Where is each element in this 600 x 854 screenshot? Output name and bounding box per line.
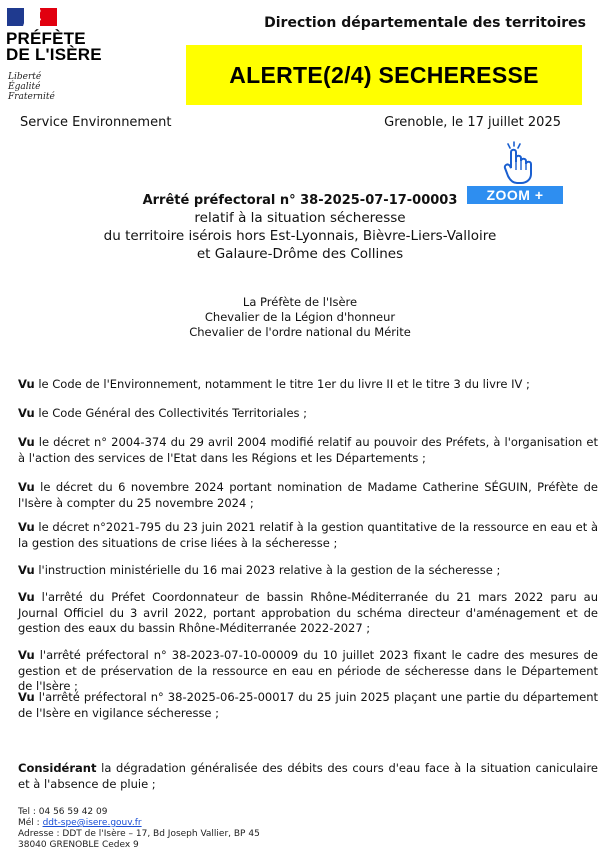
alert-text: ALERTE(2/4) SECHERESSE	[229, 61, 539, 88]
service-name: Service Environnement	[20, 115, 172, 130]
footer-mail: Mél : ddt-spe@isere.gouv.fr	[18, 818, 142, 828]
footer-city: 38040 GRENOBLE Cedex 9	[18, 840, 139, 850]
visa-paragraph: Vu l'arrêté du Préfet Coordonnateur de bassin Rhône-Méditerranée du 21 mars 2022 paru au Journal Officiel du 3 avril 2022, portant approbation du schéma directeur d'aménagement et de gestion des eaux du bassin Rhône-Méditerranée 2022-2027 ;	[18, 590, 598, 635]
pointer-hand-icon[interactable]	[500, 140, 536, 184]
footer-address: Adresse : DDT de l'Isère – 17, Bd Joseph Vallier, BP 45	[18, 829, 260, 839]
visa-paragraph: Vu le décret n°2021-795 du 23 juin 2021 relatif à la gestion quantitative de la ressource en eau et à la gestion des situations de crise liées à la sécheresse ;	[18, 520, 598, 550]
decree-territory: du territoire isérois hors Est-Lyonnais, Bièvre-Liers-Valloire	[103, 228, 497, 244]
republic-flag-logo	[7, 8, 57, 26]
visa-paragraph: Vu l'instruction ministérielle du 16 mai 2023 relative à la gestion de la sécheresse ;	[18, 563, 501, 577]
visa-paragraph: Vu le décret du 6 novembre 2024 portant nomination de Madame Catherine SÉGUIN, Préfète de l'Isère à compter du 25 novembre 2024 ;	[18, 480, 598, 510]
visa-paragraph: Vu le Code de l'Environnement, notamment le titre 1er du livre II et le titre 3 du livre IV ;	[18, 377, 530, 391]
prefecture-name: PRÉFÈTE DE L'ISÈRE	[6, 29, 102, 64]
contact-footer	[18, 807, 260, 851]
decree-title: Arrêté préfectoral n° 38-2025-07-17-00003	[142, 193, 458, 208]
email-link[interactable]: ddt-spe@isere.gouv.fr	[42, 818, 142, 828]
zoom-button[interactable]: ZOOM +	[467, 186, 563, 204]
visa-paragraph: Vu l'arrêté préfectoral n° 38-2025-06-25-00017 du 25 juin 2025 plaçant une partie du département de l'Isère en vigilance sécheresse ;	[18, 690, 598, 720]
footer-tel: Tel : 04 56 59 42 09	[18, 807, 108, 817]
decree-territory-2: et Galaure-Drôme des Collines	[196, 246, 404, 262]
republic-motto: Liberté Égalité Fraternité	[8, 72, 55, 102]
place-date: Grenoble, le 17 juillet 2025	[384, 115, 561, 130]
drought-alert-banner	[186, 45, 582, 105]
visa-paragraph: Vu le décret n° 2004-374 du 29 avril 2004 modifié relatif au pouvoir des Préfets, à l'organisation et à l'action des services de l'Etat dans les Régions et les Départements ;	[18, 435, 598, 465]
signatory-honor-1: Chevalier de la Légion d'honneur	[204, 310, 396, 324]
decree-subject: relatif à la situation sécheresse	[194, 210, 406, 226]
signatory-honor-2: Chevalier de l'ordre national du Mérite	[189, 325, 411, 339]
visa-paragraph: Vu l'arrêté préfectoral n° 38-2023-07-10-00009 du 10 juillet 2023 fixant le cadre des mesures de gestion et de préservation de la ressource en eau en période de sécheresse dans le Département de l'Isère ;	[18, 648, 598, 693]
marianne-icon	[17, 8, 53, 26]
visa-paragraph: Vu le Code Général des Collectivités Territoriales ;	[18, 406, 308, 420]
considerant-paragraph: Considérant la dégradation généralisée des débits des cours d'eau face à la situation caniculaire et à l'absence de pluie ;	[18, 761, 598, 791]
direction-title: Direction départementale des territoires	[264, 15, 586, 31]
signatory-title: La Préfète de l'Isère	[242, 295, 358, 309]
